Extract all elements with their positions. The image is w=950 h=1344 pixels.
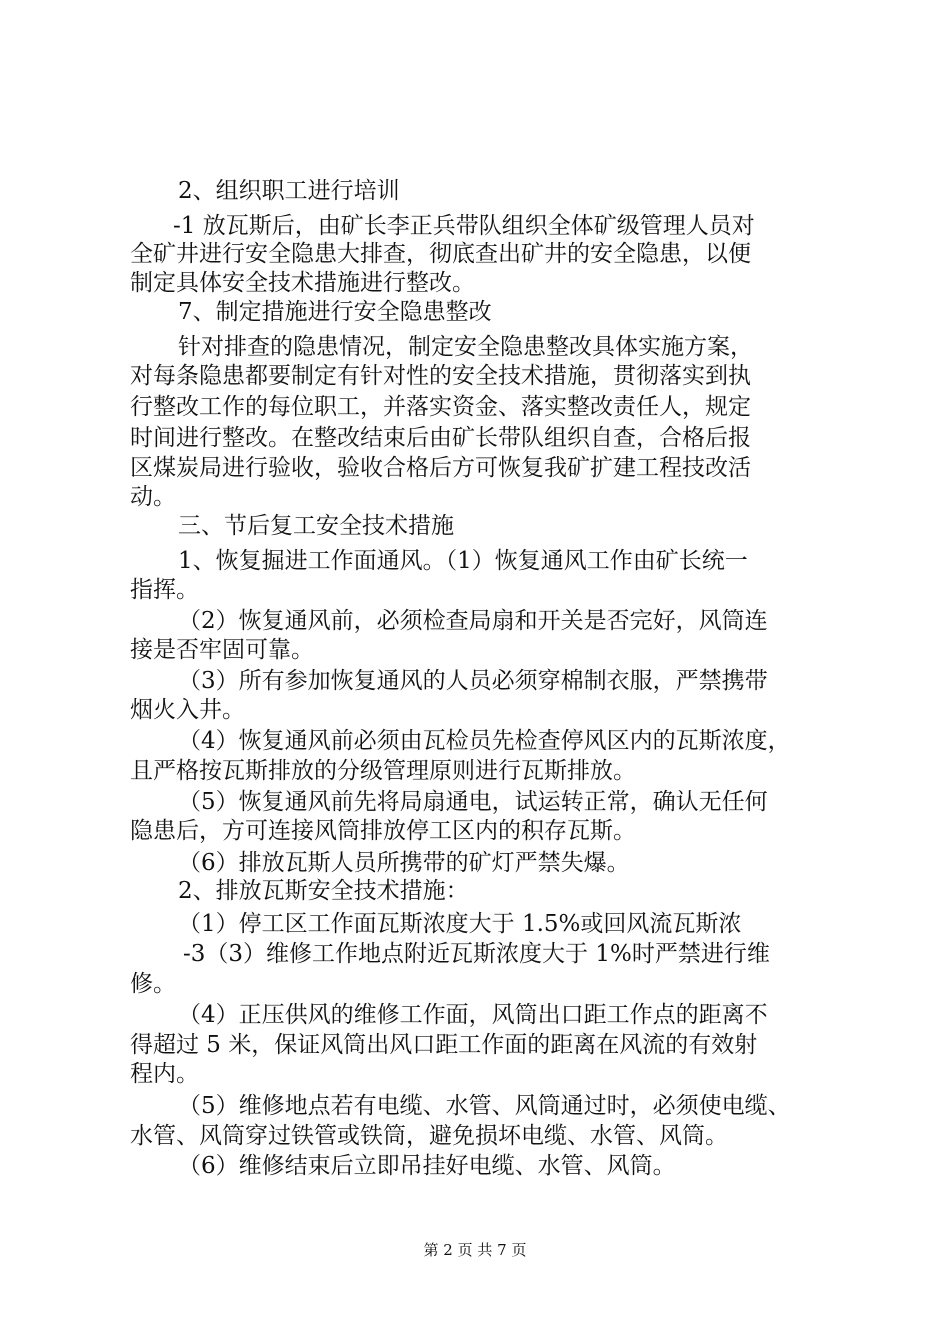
text-line: （3）所有参加恢复通风的人员必须穿棉制衣服，严禁携带 <box>178 668 768 694</box>
text-line: 烟火入井。 <box>130 697 245 723</box>
text-line: -3（3）维修工作地点附近瓦斯浓度大于 1%时严禁进行维 <box>183 941 770 967</box>
text-line: 全矿井进行安全隐患大排查，彻底查出矿井的安全隐患，以便 <box>130 241 751 267</box>
text-line: 对每条隐患都要制定有针对性的安全技术措施，贯彻落实到执 <box>130 363 751 389</box>
text-line: （1）停工区工作面瓦斯浓度大于 1.5%或回风流瓦斯浓 <box>178 911 742 937</box>
text-line: （2）恢复通风前，必须检查局扇和开关是否完好，风筒连 <box>178 608 768 634</box>
text-line: 时间进行整改。在整改结束后由矿长带队组织自查，合格后报 <box>130 425 751 451</box>
text-line: 7、制定措施进行安全隐患整改 <box>178 299 492 325</box>
text-line: 针对排查的隐患情况，制定安全隐患整改具体实施方案， <box>178 334 753 360</box>
page-number-footer: 第 2 页 共 7 页 <box>423 1241 527 1259</box>
text-line: （5）维修地点若有电缆、水管、风筒通过时，必须使电缆、 <box>178 1093 791 1119</box>
text-line: 行整改工作的每位职工，并落实资金、落实整改责任人，规定 <box>130 394 751 420</box>
text-line: 区煤炭局进行验收，验收合格后方可恢复我矿扩建工程技改活 <box>130 455 751 481</box>
text-line: 指挥。 <box>130 577 199 603</box>
text-line: （4）正压供风的维修工作面，风筒出口距工作点的距离不 <box>178 1002 768 1028</box>
text-line: （6）维修结束后立即吊挂好电缆、水管、风筒。 <box>178 1153 676 1179</box>
text-line: （4）恢复通风前必须由瓦检员先检查停风区内的瓦斯浓度， <box>178 728 791 754</box>
text-line: 隐患后，方可连接风筒排放停工区内的积存瓦斯。 <box>130 818 636 844</box>
text-line: 动。 <box>130 484 176 510</box>
text-line: （5）恢复通风前先将局扇通电，试运转正常，确认无任何 <box>178 789 768 815</box>
text-line: 2、排放瓦斯安全技术措施： <box>178 878 469 904</box>
text-line: 得超过 5 米，保证风筒出风口距工作面的距离在风流的有效射 <box>130 1032 758 1058</box>
text-line: 水管、风筒穿过铁管或铁筒，避免损坏电缆、水管、风筒。 <box>130 1123 728 1149</box>
text-line: -1 放瓦斯后，由矿长李正兵带队组织全体矿级管理人员对 <box>173 213 755 239</box>
text-line: 且严格按瓦斯排放的分级管理原则进行瓦斯排放。 <box>130 758 636 784</box>
text-line: （6）排放瓦斯人员所携带的矿灯严禁失爆。 <box>178 850 630 876</box>
text-line: 2、组织职工进行培训 <box>178 178 400 204</box>
text-line: 程内。 <box>130 1061 199 1087</box>
text-line: 1、恢复掘进工作面通风。（1）恢复通风工作由矿长统一 <box>178 548 748 574</box>
section-heading: 三、节后复工安全技术措施 <box>178 513 454 539</box>
text-line: 接是否牢固可靠。 <box>130 637 314 663</box>
text-line: 制定具体安全技术措施进行整改。 <box>130 270 475 296</box>
text-line: 修。 <box>130 971 176 997</box>
